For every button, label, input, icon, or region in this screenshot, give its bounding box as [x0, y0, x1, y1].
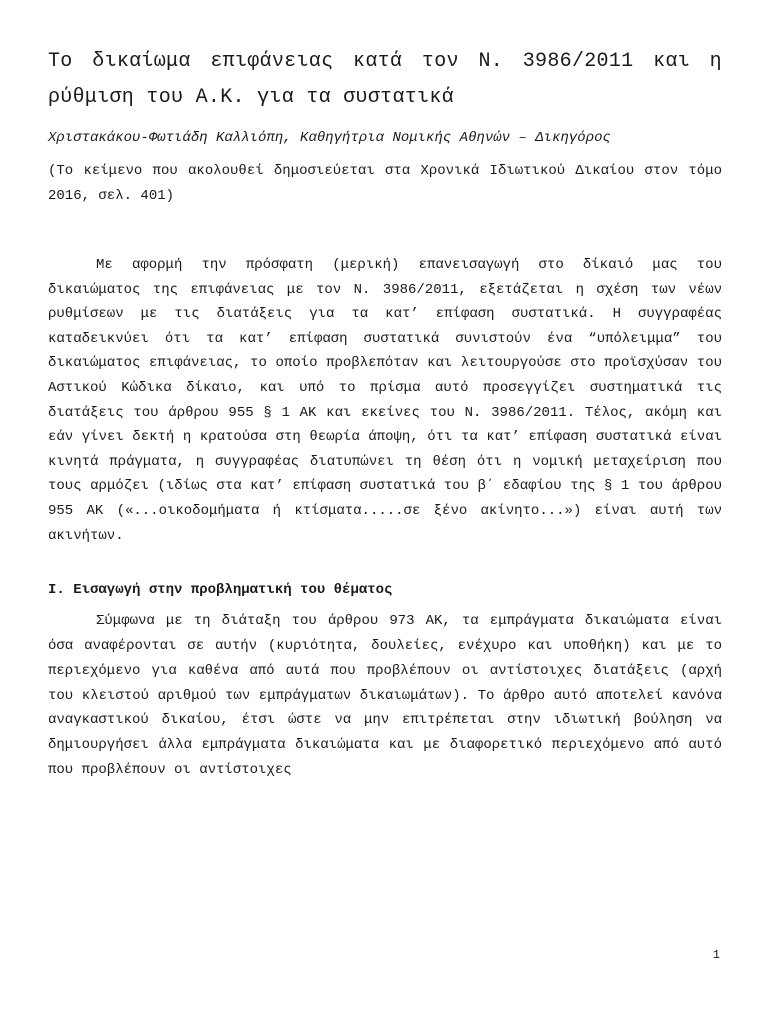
section-heading: Ι. Εισαγωγή στην προβληματική του θέματος [48, 582, 393, 599]
page-number: 1 [712, 948, 720, 962]
section-paragraph: Σύμφωνα με τη διάταξη του άρθρου 973 ΑΚ, τα εμπράγματα δικαιώματα είναι όσα αναφέρονται σε αυτήν (κυριότητα, δουλείες, ενέχυρο και υποθήκη) και με το περιεχόμενο για καθένα από αυτά που προβλέπουν οι αντίστοιχες διατάξεις (αρχή του κλειστού αριθμού των εμπράγματων δικαιωμάτων). Το άρθρο αυτό αποτελεί κανόνα αναγκαστικού δικαίου, έτσι ώστε να μην επιτρέπεται στην ιδιωτική βούληση να δημιουργήσει άλλα εμπράγματα δικαιώματα και με διαφορετικό περιεχόμενο από αυτό που προβλέπουν οι αντίστοιχες [48, 613, 722, 778]
publication-note: (Το κείμενο που ακολουθεί δημοσιεύεται στα Χρονικά Ιδιωτικού Δικαίου στον τόμο 2016, σελ. 401) [48, 163, 722, 204]
author-line: Χριστακάκου-Φωτιάδη Καλλιόπη, Καθηγήτρια Νομικής Αθηνών – Δικηγόρος [48, 130, 611, 146]
document-page [48, 44, 722, 783]
abstract-paragraph: Με αφορμή την πρόσφατη (μερική) επανεισαγωγή στο δίκαιό μας του δικαιώματος της επιφάνειας με τον Ν. 3986/2011, εξετάζεται η σχέση των νέων ρυθμίσεων με τις διατάξεις για τα κατ’ επίφαση συστατικά. Η συγγραφέας καταδεικνύει ότι τα κατ’ επίφαση συστατικά συνιστούν ένα “υπόλειμμα” του δικαιώματος επιφάνειας, το οποίο προβλεπόταν και λειτουργούσε στο προϊσχύσαν του Αστικού Κώδικα δίκαιο, και υπό το πρίσμα αυτό προσεγγίζει συστηματικά τις διατάξεις του άρθρου 955 § 1 ΑΚ και εκείνες του Ν. 3986/2011. Τέλος, ακόμη και εάν γίνει δεκτή η κρατούσα στη θεωρία άποψη, ότι τα κατ’ επίφαση συστατικά είναι κινητά πράγματα, η συγγραφέας διατυπώνει τη θέση ότι η νομική μεταχείριση που τους αρμόζει (ιδίως στα κατ’ επίφαση συστατικά του β΄ εδαφίου της § 1 του άρθρου 955 ΑΚ («...οικοδομήματα ή κτίσματα.....σε ξένο ακίνητο...») είναι αυτή των ακινήτων. [48, 257, 722, 544]
document-title: Το δικαίωμα επιφάνειας κατά τον Ν. 3986/2011 και η ρύθμιση του Α.Κ. για τα συστατικά [48, 50, 722, 109]
